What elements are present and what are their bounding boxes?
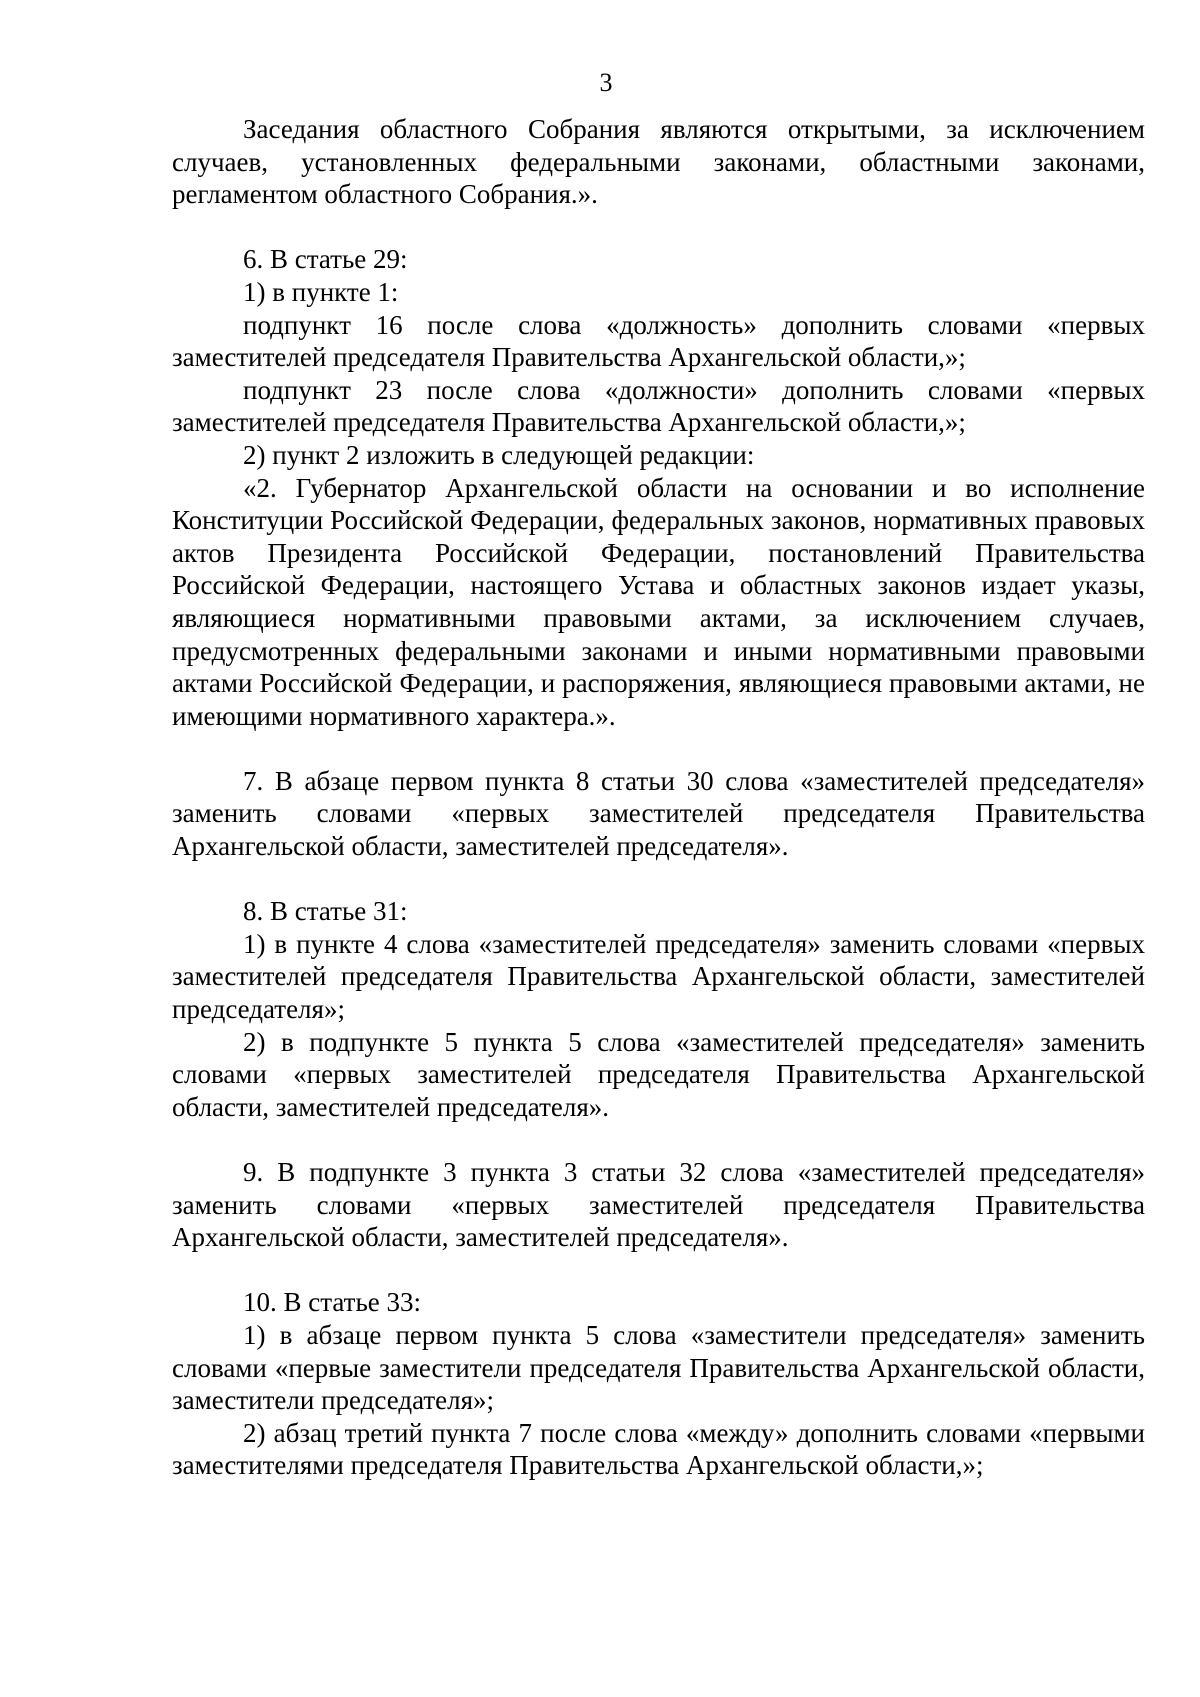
page-number: 3 [599,68,613,97]
paragraph: 8. В статье 31: [243,896,408,927]
paragraph: 7. В абзаце первом пункта 8 статьи 30 слова «заместителей председателя» заменить словами «первых заместителей председателя Правительства Архангельской области, заместителей председателя». [172,765,1145,862]
paragraph: 2) пункт 2 изложить в следующей редакции: [243,439,755,470]
paragraph: подпункт 23 после слова «должности» дополнить словами «первых заместителей председателя Правительства Архангельской области,»; [172,374,1145,438]
paragraph: «2. Губернатор Архангельской области на основании и во исполнение Конституции Российской Федерации, федеральных законов, нормативных правовых актов Президента Российской Федерации, постановлений Правительства Российской Федерации, настоящего Устава и областных законов издает указы, являющиеся нормативными правовыми актами, за исключением случаев, предусмотренных федеральными законами и иными нормативными правовыми актами Российской Федерации, и распоряжения, являющиеся правовыми актами, не имеющими нормативного характера.». [172,472,1145,731]
paragraph: 1) в пункте 4 слова «заместителей председателя» заменить словами «первых заместителей председателя Правительства Архангельской области, заместителей председателя»; [172,928,1145,1025]
paragraph: Заседания областного Собрания являются открытыми, за исключением случаев, установленных федеральными законами, областными законами, регламентом областного Собрания.». [172,114,1145,210]
paragraph: 1) в абзаце первом пункта 5 слова «заместители председателя» заменить словами «первые заместители председателя Правительства Архангельской области, заместители председателя»; [172,1319,1145,1416]
paragraph: подпункт 16 после слова «должность» дополнить словами «первых заместителей председателя Правительства Архангельской области,»; [172,309,1145,373]
paragraph: 10. В статье 33: [243,1287,422,1318]
paragraph: 2) абзац третий пункта 7 после слова «между» дополнить словами «первыми заместителями председателя Правительства Архангельской области,»; [172,1417,1145,1481]
document-body [172,113,1145,1482]
paragraph: 1) в пункте 1: [243,276,399,307]
paragraph: 6. В статье 29: [243,244,408,275]
paragraph: 9. В подпункте 3 пункта 3 статьи 32 слова «заместителей председателя» заменить словами «первых заместителей председателя Правительства Архангельской области, заместителей председателя». [172,1157,1145,1253]
paragraph: 2) в подпункте 5 пункта 5 слова «заместителей председателя» заменить словами «первых заместителей председателя Правительства Архангельской области, заместителей председателя». [172,1026,1145,1122]
